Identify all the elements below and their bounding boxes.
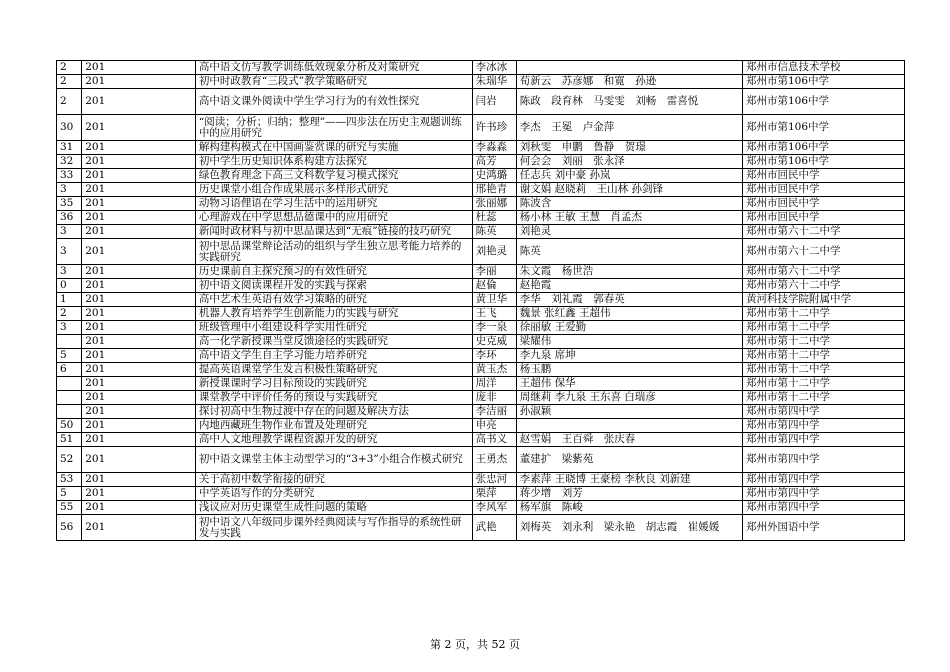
table-row (57, 61, 905, 75)
members-cell: 王超伟 保华 (516, 377, 742, 391)
year-cell: 201 (82, 183, 196, 197)
row-number-cell (57, 377, 82, 391)
unit-cell: 郑州市第四中学 (742, 447, 904, 473)
year-cell: 201 (82, 61, 196, 75)
leader-cell: 黄玉杰 (472, 363, 516, 377)
unit-cell: 郑州市第106中学 (742, 75, 904, 89)
unit-cell: 黄河科技学院附属中学 (742, 293, 904, 307)
leader-cell: 李淼淼 (472, 141, 516, 155)
unit-cell: 郑州市第四中学 (742, 433, 904, 447)
unit-cell: 郑州市第106中学 (742, 89, 904, 115)
row-number-cell: 1 (57, 293, 82, 307)
table-row (57, 211, 905, 225)
table-row (57, 293, 905, 307)
members-cell: 李素萍 王晓博 王豪榜 李秋良 刘新建 (516, 473, 742, 487)
table-row (57, 473, 905, 487)
members-cell: 杨小林 王敏 王慧 肖孟杰 (516, 211, 742, 225)
year-cell: 201 (82, 197, 196, 211)
project-title-cell: 班级管理中小组建设科学实用性研究 (195, 321, 472, 335)
members-cell: 董建扩 梁紫苑 (516, 447, 742, 473)
members-cell: 刘艳灵 (516, 225, 742, 239)
project-title-cell: 初中语文课堂主体主动型学习的“3+3”小组合作模式研究 (195, 447, 472, 473)
project-title-cell: 解构建构模式在中国画鉴赏课的研究与实施 (195, 141, 472, 155)
table-row (57, 335, 905, 349)
members-cell: 任志兵 刘中豪 孙岚 (516, 169, 742, 183)
project-table (56, 60, 905, 541)
table-row (57, 501, 905, 515)
table-row (57, 265, 905, 279)
members-cell: 刘梅英 刘永利 梁永艳 胡志霞 崔媛媛 (516, 515, 742, 541)
unit-cell: 郑州市第十二中学 (742, 307, 904, 321)
unit-cell: 郑州市第106中学 (742, 141, 904, 155)
project-title-cell: 新授课课时学习目标预设的实践研究 (195, 377, 472, 391)
leader-cell: 庞非 (472, 391, 516, 405)
row-number-cell: 3 (57, 183, 82, 197)
row-number-cell: 36 (57, 211, 82, 225)
table-row (57, 197, 905, 211)
table-row (57, 433, 905, 447)
leader-cell: 史鸿璐 (472, 169, 516, 183)
row-number-cell: 5 (57, 349, 82, 363)
leader-cell: 邢艳青 (472, 183, 516, 197)
unit-cell: 郑州市第十二中学 (742, 377, 904, 391)
unit-cell: 郑州市第六十二中学 (742, 239, 904, 265)
leader-cell: 王勇杰 (472, 447, 516, 473)
leader-cell: 许书珍 (472, 115, 516, 141)
year-cell: 201 (82, 279, 196, 293)
project-title-cell: 心理游戏在中学思想品德课中的应用研究 (195, 211, 472, 225)
table-row (57, 391, 905, 405)
leader-cell: 史克威 (472, 335, 516, 349)
project-title-cell: 内地西藏班生物作业布置及处理研究 (195, 419, 472, 433)
row-number-cell: 30 (57, 115, 82, 141)
leader-cell: 高芳 (472, 155, 516, 169)
year-cell: 201 (82, 419, 196, 433)
table-row (57, 75, 905, 89)
row-number-cell (57, 335, 82, 349)
unit-cell: 郑州市第四中学 (742, 405, 904, 419)
leader-cell: 赵倫 (472, 279, 516, 293)
leader-cell: 栗萍 (472, 487, 516, 501)
unit-cell: 郑州市第十二中学 (742, 335, 904, 349)
leader-cell: 闫岩 (472, 89, 516, 115)
unit-cell: 郑州市回民中学 (742, 169, 904, 183)
year-cell: 201 (82, 211, 196, 225)
leader-cell: 黄卫华 (472, 293, 516, 307)
table-body (57, 61, 905, 541)
row-number-cell: 3 (57, 321, 82, 335)
year-cell: 201 (82, 405, 196, 419)
row-number-cell: 31 (57, 141, 82, 155)
unit-cell: 郑州市第四中学 (742, 419, 904, 433)
year-cell: 201 (82, 169, 196, 183)
year-cell: 201 (82, 447, 196, 473)
row-number-cell: 56 (57, 515, 82, 541)
row-number-cell (57, 391, 82, 405)
year-cell: 201 (82, 89, 196, 115)
unit-cell: 郑州市第106中学 (742, 155, 904, 169)
row-number-cell: 2 (57, 307, 82, 321)
project-title-cell: 初中语文阅读课程开发的实践与探索 (195, 279, 472, 293)
row-number-cell: 2 (57, 75, 82, 89)
table-row (57, 447, 905, 473)
year-cell: 201 (82, 293, 196, 307)
table-row (57, 183, 905, 197)
members-cell: 孙淑颖 (516, 405, 742, 419)
table-row (57, 321, 905, 335)
table-row (57, 239, 905, 265)
row-number-cell: 35 (57, 197, 82, 211)
unit-cell: 郑州外国语中学 (742, 515, 904, 541)
year-cell: 201 (82, 141, 196, 155)
year-cell: 201 (82, 515, 196, 541)
members-cell: 赵雪娟 王百舜 张庆春 (516, 433, 742, 447)
table-row (57, 279, 905, 293)
leader-cell: 陈英 (472, 225, 516, 239)
project-title-cell: 动物习语俚语在学习生活中的运用研究 (195, 197, 472, 211)
project-title-cell: 初中学生历史知识体系构建方法探究 (195, 155, 472, 169)
project-title-cell: 新闻时政材料与初中思品课达到“无痕”链接的技巧研究 (195, 225, 472, 239)
project-title-cell: 高中语文仿写教学训练低效现象分析及对策研究 (195, 61, 472, 75)
unit-cell: 郑州市回民中学 (742, 183, 904, 197)
year-cell: 201 (82, 225, 196, 239)
leader-cell: 李丽 (472, 265, 516, 279)
unit-cell: 郑州市第四中学 (742, 473, 904, 487)
project-title-cell: 历史课前自主探究预习的有效性研究 (195, 265, 472, 279)
members-cell: 徐丽敏 王爱勤 (516, 321, 742, 335)
year-cell: 201 (82, 155, 196, 169)
leader-cell: 李风军 (472, 501, 516, 515)
project-title-cell: 初中时政教育“三段式”教学策略研究 (195, 75, 472, 89)
project-title-cell: 历史课堂小组合作成果展示多样形式研究 (195, 183, 472, 197)
project-title-cell: 中学英语写作的分类研究 (195, 487, 472, 501)
unit-cell: 郑州市回民中学 (742, 197, 904, 211)
unit-cell: 郑州市第十二中学 (742, 391, 904, 405)
members-cell: 陈英 (516, 239, 742, 265)
unit-cell: 郑州市第十二中学 (742, 321, 904, 335)
leader-cell: 刘艳灵 (472, 239, 516, 265)
table-row (57, 115, 905, 141)
row-number-cell: 0 (57, 279, 82, 293)
leader-cell: 张丽娜 (472, 197, 516, 211)
row-number-cell: 53 (57, 473, 82, 487)
row-number-cell: 32 (57, 155, 82, 169)
row-number-cell: 2 (57, 89, 82, 115)
table-row (57, 405, 905, 419)
leader-cell: 杜蕊 (472, 211, 516, 225)
leader-cell: 高书义 (472, 433, 516, 447)
year-cell: 201 (82, 321, 196, 335)
members-cell (516, 61, 742, 75)
project-title-cell: “阅读；分析；归纳；整理”——四步法在历史主观题训练中的应用研究 (195, 115, 472, 141)
row-number-cell: 51 (57, 433, 82, 447)
members-cell: 李九泉 席坤 (516, 349, 742, 363)
row-number-cell: 6 (57, 363, 82, 377)
year-cell: 201 (82, 335, 196, 349)
table-row (57, 377, 905, 391)
year-cell: 201 (82, 487, 196, 501)
row-number-cell: 2 (57, 61, 82, 75)
row-number-cell: 3 (57, 225, 82, 239)
year-cell: 201 (82, 377, 196, 391)
unit-cell: 郑州市第六十二中学 (742, 265, 904, 279)
table-row (57, 307, 905, 321)
project-title-cell: 浅议应对历史课堂生成性问题的策略 (195, 501, 472, 515)
year-cell: 201 (82, 115, 196, 141)
members-cell: 荀新云 苏彦娜 和寛 孙逊 (516, 75, 742, 89)
page-footer: 第 2 页，共 52 页 (430, 638, 520, 651)
unit-cell: 郑州市第十二中学 (742, 363, 904, 377)
year-cell: 201 (82, 433, 196, 447)
members-cell: 朱文霞 杨世浩 (516, 265, 742, 279)
table-row (57, 169, 905, 183)
members-cell: 何会会 刘丽 张永泽 (516, 155, 742, 169)
row-number-cell: 3 (57, 265, 82, 279)
table-row (57, 487, 905, 501)
leader-cell: 申亮 (472, 419, 516, 433)
members-cell: 赵艳霞 (516, 279, 742, 293)
project-title-cell: 高中人文地理教学课程资源开发的研究 (195, 433, 472, 447)
leader-cell: 周洋 (472, 377, 516, 391)
year-cell: 201 (82, 501, 196, 515)
table-row (57, 89, 905, 115)
members-cell: 梁耀伟 (516, 335, 742, 349)
members-cell: 陈政 段育林 马雯雯 刘畅 雷喜悦 (516, 89, 742, 115)
members-cell: 李杰 王冕 卢金萍 (516, 115, 742, 141)
row-number-cell (57, 405, 82, 419)
row-number-cell: 33 (57, 169, 82, 183)
leader-cell: 武艳 (472, 515, 516, 541)
year-cell: 201 (82, 363, 196, 377)
row-number-cell: 55 (57, 501, 82, 515)
year-cell: 201 (82, 307, 196, 321)
table-row (57, 515, 905, 541)
project-title-cell: 高一化学新授课当堂反馈途径的实践研究 (195, 335, 472, 349)
project-title-cell: 高中语文课外阅读中学生学习行为的有效性探究 (195, 89, 472, 115)
table-row (57, 419, 905, 433)
members-cell: 杨玉鹏 (516, 363, 742, 377)
project-title-cell: 机器人教育培养学生创新能力的实践与研究 (195, 307, 472, 321)
year-cell: 201 (82, 391, 196, 405)
unit-cell: 郑州市第四中学 (742, 501, 904, 515)
row-number-cell: 5 (57, 487, 82, 501)
unit-cell: 郑州市第106中学 (742, 115, 904, 141)
project-title-cell: 初中语文八年级同步课外经典阅读与写作指导的系统性研发与实践 (195, 515, 472, 541)
year-cell: 201 (82, 473, 196, 487)
project-title-cell: 高中语文学生自主学习能力培养研究 (195, 349, 472, 363)
year-cell: 201 (82, 349, 196, 363)
year-cell: 201 (82, 265, 196, 279)
leader-cell: 李一泉 (472, 321, 516, 335)
members-cell: 杨军旗 陈峻 (516, 501, 742, 515)
table-row (57, 363, 905, 377)
leader-cell: 张忠河 (472, 473, 516, 487)
row-number-cell: 3 (57, 239, 82, 265)
unit-cell: 郑州市信息技术学校 (742, 61, 904, 75)
year-cell: 201 (82, 239, 196, 265)
project-title-cell: 关于高初中数学衔接的研究 (195, 473, 472, 487)
project-title-cell: 探讨初高中生物过渡中存在的问题及解决方法 (195, 405, 472, 419)
project-title-cell: 高中艺术生英语有效学习策略的研究 (195, 293, 472, 307)
row-number-cell: 50 (57, 419, 82, 433)
leader-cell: 朱瑞华 (472, 75, 516, 89)
project-title-cell: 初中思品课堂辩论活动的组织与学生独立思考能力培养的实践研究 (195, 239, 472, 265)
members-cell: 谢文娟 赵晓莉 王山林 孙剑锋 (516, 183, 742, 197)
members-cell: 陈波含 (516, 197, 742, 211)
members-cell (516, 419, 742, 433)
unit-cell: 郑州市第六十二中学 (742, 225, 904, 239)
unit-cell: 郑州市第四中学 (742, 487, 904, 501)
unit-cell: 郑州市第六十二中学 (742, 279, 904, 293)
members-cell: 魏景 张红鑫 王超伟 (516, 307, 742, 321)
project-title-cell: 绿色教育理念下高三文科数学复习模式探究 (195, 169, 472, 183)
leader-cell: 李洁丽 (472, 405, 516, 419)
table-row (57, 349, 905, 363)
project-title-cell: 提高英语课堂学生发言积极性策略研究 (195, 363, 472, 377)
leader-cell: 李冰冰 (472, 61, 516, 75)
year-cell: 201 (82, 75, 196, 89)
table-row (57, 155, 905, 169)
members-cell: 刘秋雯 申鹏 鲁静 贺璟 (516, 141, 742, 155)
members-cell: 周继莉 李九泉 王东喜 白瑞彦 (516, 391, 742, 405)
unit-cell: 郑州市回民中学 (742, 211, 904, 225)
leader-cell: 王飞 (472, 307, 516, 321)
row-number-cell: 52 (57, 447, 82, 473)
unit-cell: 郑州市第十二中学 (742, 349, 904, 363)
table-row (57, 141, 905, 155)
table-row (57, 225, 905, 239)
leader-cell: 李环 (472, 349, 516, 363)
project-title-cell: 课堂教学中评价任务的预设与实践研究 (195, 391, 472, 405)
members-cell: 蒋少增 刘芳 (516, 487, 742, 501)
members-cell: 李华 刘礼霞 郭春英 (516, 293, 742, 307)
